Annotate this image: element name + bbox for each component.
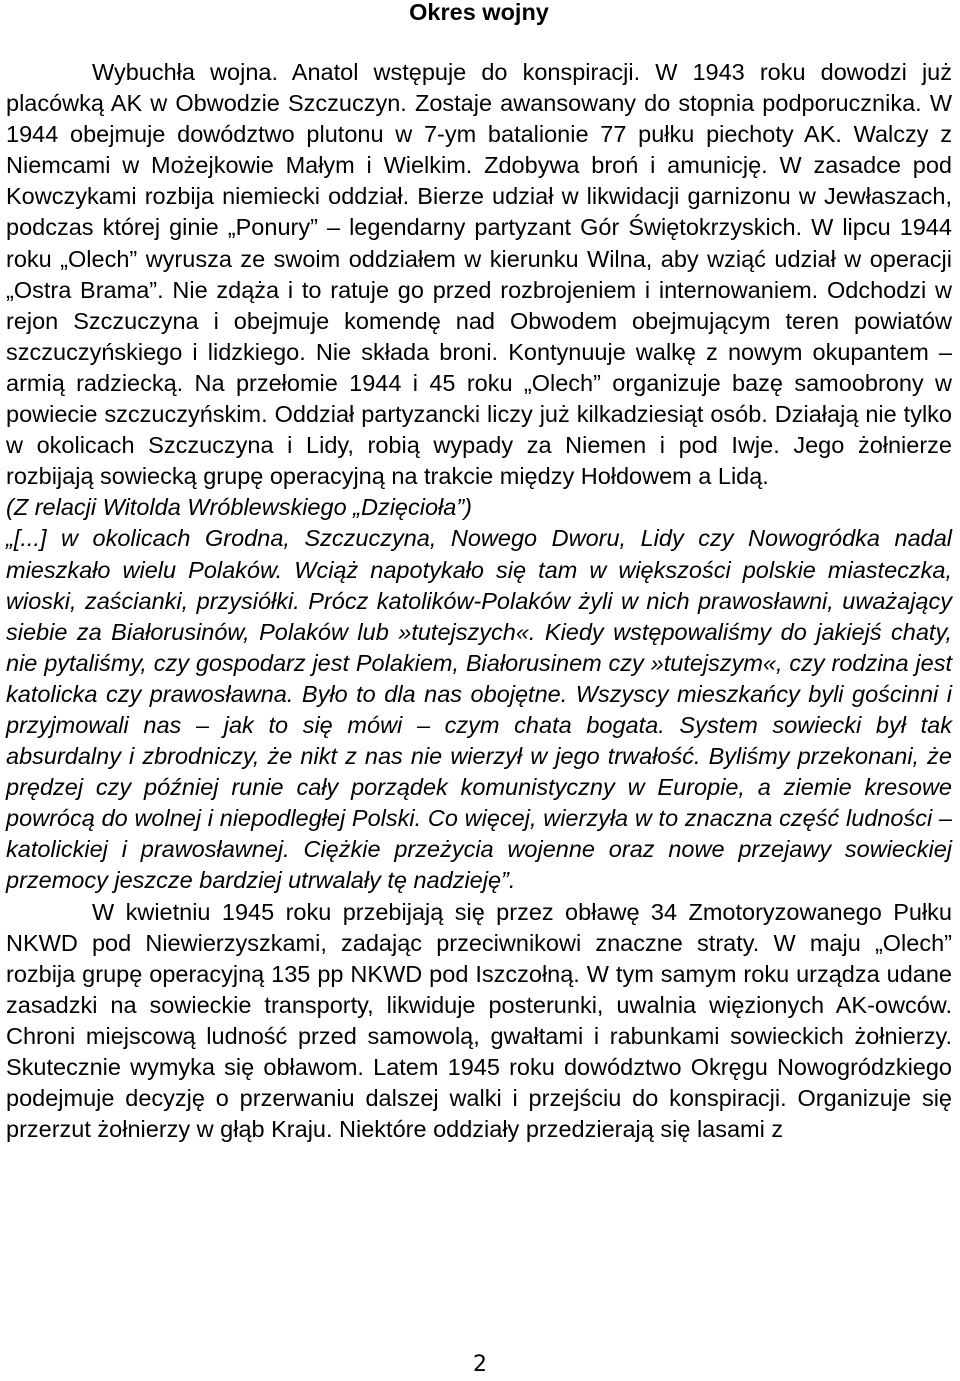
paragraph-war-period: Wybuchła wojna. Anatol wstępuje do konspiracji. W 1943 roku dowodzi już placówką AK w Obwodzie Szczuczyn. Zostaje awansowany do stopnia podporucznika. W 1944 obejmuje dowództwo plutonu w 7-ym batalionie 77 pułku piechoty AK. Walczy z Niemcami w Możejkowie Małym i Wielkim. Zdobywa broń i amunicję. W zasadce pod Kowczykami rozbija niemiecki oddział. Bierze udział w likwidacji garnizonu w Jewłaszach, podczas której ginie „Ponury” – legendarny partyzant Gór Świętokrzyskich. W lipcu 1944 roku „Olech” wyrusza ze swoim oddziałem w kierunku Wilna, aby wziąć udział w operacji „Ostra Brama”. Nie zdąża i to ratuje go przed rozbrojeniem i internowaniem. Odchodzi w rejon Szczuczyna i obejmuje komendę nad Obwodem obejmującym teren powiatów szczuczyńskiego i lidzkiego. Nie składa broni. Kontynuuje walkę z nowym okupantem – armią radziecką. Na przełomie 1944 i 45 roku „Olech” organizuje bazę samoobrony w powiecie szczuczyńskim. Oddział partyzancki liczy już kilkadziesiąt osób. Działają nie tylko w okolicach Szczuczyna i Lidy, robią wypady za Niemen i pod Iwje. Jego żołnierze rozbijają sowiecką grupę operacyjną na trakcie między Hołdowem a Lidą. [6, 59, 952, 490]
document-page [6, 0, 952, 1145]
quote-text: „[...] w okolicach Grodna, Szczuczyna, Nowego Dworu, Lidy czy Nowogródka nadal mieszkało wielu Polaków. Wciąż napotykało się tam w większości polskie miasteczka, wioski, zaścianki, przysiółki. Prócz katolików-Polaków żyli w nich prawosławni, uważający siebie za Białorusinów, Polaków lub »tutejszych«. Kiedy wstępowaliśmy do jakiejś chaty, nie pytaliśmy, czy gospodarz jest Polakiem, Białorusinem czy »tutejszym«, czy rodzina jest katolicka czy prawosławna. Było to dla nas obojętne. Wszyscy mieszkańcy byli gościnni i przyjmowali nas – jak to się mówi – czym chata bogata. System sowiecki był tak absurdalny i zbrodniczy, że nikt z nas nie wierzył w jego trwałość. Byliśmy przekonani, że prędzej czy później runie cały porządek komunistyczny w Europie, a ziemie kresowe powrócą do wolnej i niepodległej Polski. Co więcej, wierzyła w to znaczna część ludności – katolickiej i prawosławnej. Ciężkie przeżycia wojenne oraz nowe przejawy sowieckiej przemocy jeszcze bardziej utrwalały tę nadzieję”. [6, 525, 952, 894]
page-number: 2 [473, 1352, 487, 1377]
document-title: Okres wojny [409, 0, 549, 25]
paragraph-1945: W kwietniu 1945 roku przebijają się przez obławę 34 Zmotoryzowanego Pułku NKWD pod Niewierzyszkami, zadając przeciwnikowi znaczne straty. W maju „Olech” rozbija grupę operacyjną 135 pp NKWD pod Iszczołną. W tym samym roku urządza udane zasadzki na sowieckie transporty, likwiduje posterunki, uwalnia więzionych AK-owców. Chroni miejscową ludność przed samowolą, gwałtami i rabunkami sowieckich żołnierzy. Skutecznie wymyka się obławom. Latem 1945 roku dowództwo Okręgu Nowogródzkiego podejmuje decyzję o przerwaniu dalszej walki i przejściu do konspiracji. Organizuje się przerzut żołnierzy w głąb Kraju. Niektóre oddziały przedzierają się lasami z [6, 898, 952, 1143]
quote-attribution: (Z relacji Witolda Wróblewskiego „Dzięcioła”) [6, 494, 472, 521]
